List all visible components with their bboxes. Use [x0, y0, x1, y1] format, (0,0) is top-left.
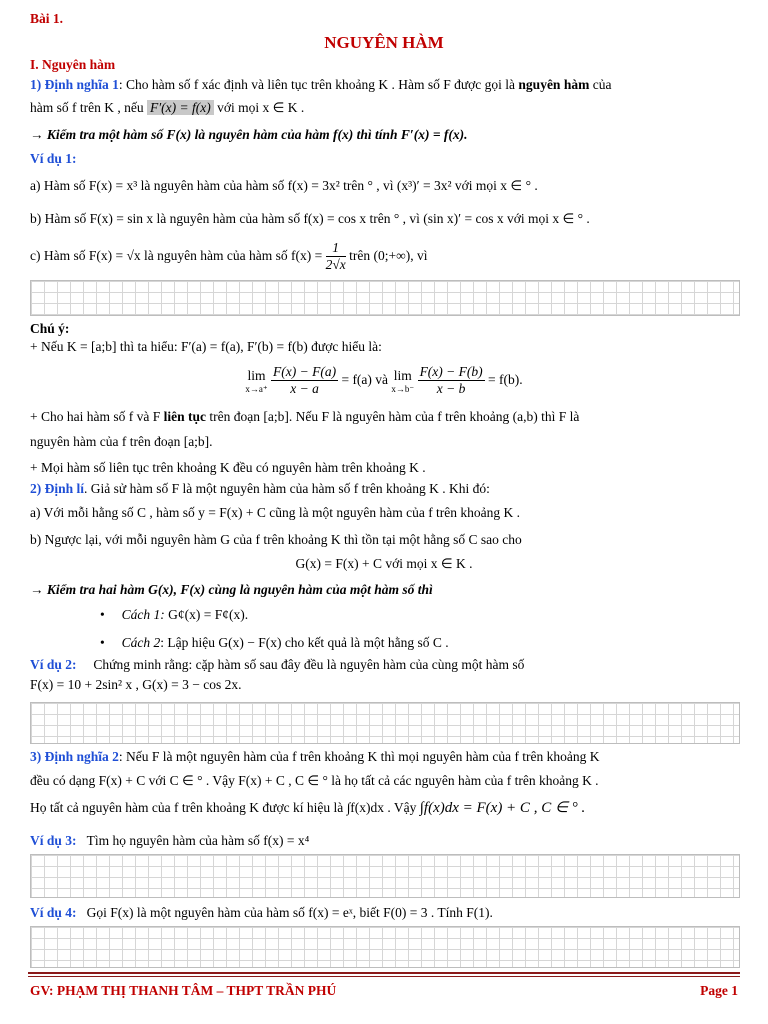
- bullet-dot-icon: •: [100, 635, 105, 650]
- page-title: NGUYÊN HÀM: [324, 33, 444, 52]
- example-1a: a) Hàm số F(x) = x³ là nguyên hàm của hàm số f(x) = 3x² trên ° , vì (x³)′ = 3x² với mọi x ∈ ° .: [30, 178, 538, 193]
- example-1c: c) Hàm số F(x) = √x là nguyên hàm của hàm số f(x) = $\frac{1}{2√x}$ trên (0;+∞), vì: [30, 240, 428, 273]
- note-label: Chú ý:: [30, 321, 70, 336]
- theorem-b-formula: G(x) = F(x) + C với mọi x ∈ K .: [295, 556, 473, 571]
- definition-1-line-1: 1) Định nghĩa 1: Cho hàm số f xác định và liên tục trên khoảng K . Hàm số F được gọi là nguyên hàm của: [30, 77, 612, 92]
- check-rule-1: → Kiểm tra một hàm số F(x) là nguyên hàm của hàm f(x) thì tính F′(x) = f(x).: [30, 127, 468, 142]
- limit-1: lim x→a⁺: [245, 367, 268, 394]
- bullet-dot-icon: •: [100, 607, 105, 622]
- limit-formulas: lim x→a⁺ $\frac{F(x) - F(a)}{x - a}$ = f(a) và lim x→b⁻ $\frac{F(x) - F(b)}{x - b}$ = f(b).: [245, 364, 523, 397]
- limit-1-fraction: $\frac{F(x) - F(a)}{x - a}$: [273, 364, 337, 397]
- check-rule-2: → Kiểm tra hai hàm G(x), F(x) cùng là nguyên hàm của một hàm số thì: [30, 582, 433, 597]
- definition-1-label: 1) Định nghĩa 1: [30, 77, 119, 92]
- example-3-label: Ví dụ 3:: [30, 833, 77, 848]
- note-line-3: nguyên hàm của f trên đoạn [a;b].: [30, 434, 213, 449]
- definition-2-line-2: đều có dạng F(x) + C với C ∈ ° . Vậy F(x) + C , C ∈ ° là họ tất cả các nguyên hàm của f trên khoảng K .: [30, 773, 599, 788]
- highlighted-formula: F′(x) = f(x): [147, 100, 214, 115]
- definition-2-line-1: 3) Định nghĩa 2: Nếu F là một nguyên hàm của f trên khoảng K thì mọi nguyên hàm của f trên khoảng K: [30, 749, 600, 764]
- note-line-1: + Nếu K = [a;b] thì ta hiểu: F′(a) = f(a), F′(b) = f(b) được hiểu là:: [30, 339, 382, 354]
- lesson-label: Bài 1.: [30, 11, 64, 26]
- footer-divider: [28, 972, 740, 974]
- example-2-formula: F(x) = 10 + 2sin² x , G(x) = 3 − cos 2x.: [30, 677, 242, 692]
- theorem-line-1: 2) Định lí. Giả sử hàm số F là một nguyên hàm của hàm số f trên khoảng K . Khi đó:: [30, 481, 490, 496]
- definition-2-line-3: Họ tất cả nguyên hàm của f trên khoảng K được kí hiệu là ∫f(x)dx . Vậy ∫f(x)dx = F(x) + C , C ∈ ° .: [30, 800, 586, 816]
- note-line-2: + Cho hai hàm số f và F liên tục trên đoạn [a;b]. Nếu F là nguyên hàm của f trên khoảng (a,b) thì F là: [30, 409, 580, 424]
- answer-grid-2[interactable]: [30, 702, 740, 744]
- definition-1-line-2: hàm số f trên K , nếu F′(x) = f(x) với mọi x ∈ K .: [30, 100, 305, 115]
- theorem-label: 2) Định lí: [30, 481, 85, 496]
- example-2-line-1: Ví dụ 2: Chứng minh rằng: cặp hàm số sau đây đều là nguyên hàm của cùng một hàm số: [30, 657, 525, 672]
- footer-author: GV: PHẠM THỊ THANH TÂM – THPT TRẦN PHÚ: [30, 983, 337, 998]
- example-1-label: Ví dụ 1:: [30, 151, 77, 166]
- answer-grid-3[interactable]: [30, 854, 740, 898]
- limit-2-fraction: $\frac{F(x) - F(b)}{x - b}$: [419, 364, 483, 397]
- note-line-4: + Mọi hàm số liên tục trên khoảng K đều có nguyên hàm trên khoảng K .: [30, 460, 426, 475]
- footer-divider-thin: [28, 976, 740, 977]
- example-1b: b) Hàm số F(x) = sin x là nguyên hàm của hàm số f(x) = cos x trên ° , vì (sin x)′ = cos x với mọi x ∈ ° .: [30, 211, 590, 226]
- example-3: Ví dụ 3: Tìm họ nguyên hàm của hàm số f(x) = x⁴: [30, 833, 310, 848]
- limit-2: lim x→b⁻: [391, 367, 415, 394]
- definition-2-label: 3) Định nghĩa 2: [30, 749, 119, 764]
- method-2: • Cách 2: Lập hiệu G(x) − F(x) cho kết quả là một hằng số C .: [100, 635, 449, 650]
- example-4: Ví dụ 4: Gọi F(x) là một nguyên hàm của hàm số f(x) = eˣ, biết F(0) = 3 . Tính F(1).: [30, 905, 493, 920]
- footer-page-number: Page 1: [700, 983, 738, 998]
- answer-grid-4[interactable]: [30, 926, 740, 968]
- example-4-label: Ví dụ 4:: [30, 905, 77, 920]
- method-1: • Cách 1: G¢(x) = F¢(x).: [100, 607, 249, 622]
- fraction-1-over-2-sqrt-x: $\frac{1}{2√x}$: [325, 240, 346, 273]
- section-heading: I. Nguyên hàm: [30, 57, 116, 72]
- theorem-a: a) Với mỗi hằng số C , hàm số y = F(x) + C cũng là một nguyên hàm của f trên khoảng K .: [30, 505, 521, 520]
- answer-grid-1[interactable]: [30, 280, 740, 316]
- theorem-b: b) Ngược lại, với mỗi nguyên hàm G của f trên khoảng K thì tồn tại một hằng số C sao cho: [30, 532, 522, 547]
- example-2-label: Ví dụ 2:: [30, 657, 77, 672]
